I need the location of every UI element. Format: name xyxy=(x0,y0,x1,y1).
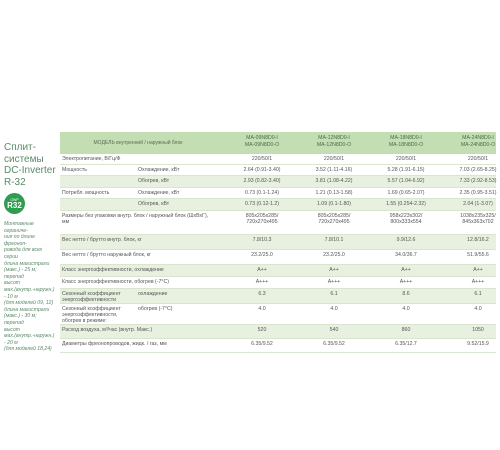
value-cell: A+++ xyxy=(471,279,485,285)
series-title-line-2: DC-Inverter xyxy=(4,165,56,176)
value-cell: 1.69 (0.65-2.07) xyxy=(387,190,425,196)
value-cell: 1038x235x325/ 845x363x702 xyxy=(460,213,496,225)
value-cell: 6.1 xyxy=(330,291,338,297)
note-line: длина магистрали xyxy=(4,306,50,313)
model-name: MA-24N8D0-I xyxy=(462,135,494,141)
value-cell: 0.73 (0.12-1.2) xyxy=(244,201,280,207)
row-sublabel: обогрев (-7°C) xyxy=(138,306,173,312)
badge-main-text: R32 xyxy=(7,200,22,210)
value-cell: 5.57 (1.04-6.92) xyxy=(387,178,425,184)
table-row xyxy=(60,265,496,277)
value-cell: 958x223x302/ 800x333x554 xyxy=(389,213,423,225)
model-header xyxy=(448,135,500,149)
model-name: MA-18N8D0-O xyxy=(388,142,424,148)
value-cell: 4.0 xyxy=(258,306,266,312)
model-name: MA-12N8D0-O xyxy=(316,142,352,148)
row-sublabel: Охлаждение, кВт xyxy=(138,190,180,196)
row-label: Расход воздуха, м³/час (внутр. Макс.) xyxy=(62,327,153,333)
table-row xyxy=(60,211,496,235)
value-cell: 805x205x285/ 720x270x495 xyxy=(317,213,351,225)
value-cell: 860 xyxy=(401,327,411,333)
table-row xyxy=(60,325,496,339)
table-row xyxy=(60,277,496,289)
value-cell: 3.81 (1.08-4.22) xyxy=(315,178,353,184)
note-line: ровода для всех серии xyxy=(4,247,43,260)
value-cell: 1.55 (0.254-2.32) xyxy=(386,201,426,207)
value-cell: 2.93 (0.82-3.40) xyxy=(243,178,281,184)
value-cell: 2.35 (0.95-3.51) xyxy=(459,190,497,196)
row-label: Вес нетто / брутто внутр. блок, кг xyxy=(62,237,142,243)
value-cell: 23.2/25.0 xyxy=(251,252,273,258)
value-cell: 1050 xyxy=(472,327,484,333)
note-line: высот xyxy=(4,326,21,333)
model-header xyxy=(304,135,364,149)
note-line: мах.(внутр.-наружн.) - 20 м xyxy=(4,333,55,346)
value-cell: 12.8/16.2 xyxy=(467,237,489,243)
value-cell: A+++ xyxy=(399,279,413,285)
model-name: MA-12N8D0-I xyxy=(318,135,350,141)
value-cell: 6.35/9.52 xyxy=(323,341,345,347)
value-cell: A++ xyxy=(257,267,267,273)
table-row xyxy=(60,339,496,353)
note-line: (макс.) - 25 м; перепад xyxy=(4,267,37,280)
value-cell: 5.28 (1.91-6.15) xyxy=(387,167,425,173)
table-row xyxy=(60,235,496,250)
value-cell: 3.52 (1.11-4.16) xyxy=(315,167,353,173)
table-row xyxy=(60,304,496,325)
value-cell: 2.04 (1-3.07) xyxy=(463,201,493,207)
note-line: ния по длине фреоноп- xyxy=(4,234,35,247)
value-cell: 8.6 xyxy=(402,291,410,297)
value-cell: 6.35/12.7 xyxy=(395,341,417,347)
value-cell: 220/50/1 xyxy=(395,156,417,162)
row-label: Потребл. мощность xyxy=(62,190,110,196)
value-cell: 220/50/1 xyxy=(467,156,489,162)
table-row xyxy=(60,250,496,265)
row-label: Класс энергоэффективности, обогрев (-7°C) xyxy=(62,279,169,285)
table-row xyxy=(60,165,496,176)
row-label: Класс энергоэффективности, охлаждение xyxy=(62,267,164,273)
value-cell: 7.03 (2.65-8.25) xyxy=(459,167,497,173)
model-name: MA-09N8D0-I xyxy=(246,135,278,141)
sidebar xyxy=(4,142,56,353)
model-name: MA-24N8D0-O xyxy=(460,142,496,148)
note-line: (для моделей 09, 12) xyxy=(4,300,54,307)
note-line: (макс.) - 30 м; перепад xyxy=(4,313,37,326)
model-label: МОДЕЛЬ внутренний / наружный блок xyxy=(93,140,183,146)
value-cell: 6.3 xyxy=(258,291,266,297)
value-cell: 2.64 (0.91-3.40) xyxy=(243,167,281,173)
row-sublabel: Обогрев, кВт xyxy=(138,201,170,207)
note-line: (для моделей 18,24) xyxy=(4,346,52,353)
value-cell: 9.9/12.6 xyxy=(396,237,416,243)
value-cell: A+++ xyxy=(255,279,269,285)
note-line: Монтажные ограниче- xyxy=(4,221,34,234)
value-cell: 23.2/25.0 xyxy=(323,252,345,258)
value-cell: 6.1 xyxy=(474,291,482,297)
value-cell: 805x205x285/ 720x270x495 xyxy=(245,213,279,225)
model-header xyxy=(376,135,436,149)
note-line: мах.(внутр.-наружн.) - 10 м xyxy=(4,286,55,300)
value-cell: A++ xyxy=(401,267,411,273)
value-cell: 0.73 (0.1-1.24) xyxy=(244,190,280,196)
value-cell: 220/50/1 xyxy=(323,156,345,162)
value-cell: A+++ xyxy=(327,279,341,285)
row-sublabel: охлаждение xyxy=(138,291,168,297)
value-cell: 4.0 xyxy=(474,306,482,312)
installation-note xyxy=(4,221,56,353)
row-label: Вес нетто / брутто наружный блок, кг xyxy=(62,252,151,258)
series-title-line-3: R-32 xyxy=(4,176,26,188)
value-cell: 1.09 (0.1-1.80) xyxy=(316,201,352,207)
value-cell: 34.0/36.7 xyxy=(395,252,417,258)
value-cell: 220/50/1 xyxy=(251,156,273,162)
value-cell: 4.0 xyxy=(402,306,410,312)
row-label: Мощность xyxy=(62,167,87,173)
note-line: высот xyxy=(4,280,21,287)
row-label: Размеры без упаковки внутр. блок / наружный блок (ШхВхГ), мм xyxy=(62,213,209,225)
row-label: Электропитание, В/Гц/Ф xyxy=(62,156,121,162)
table-row xyxy=(60,176,496,188)
value-cell: 7.8/10.3 xyxy=(252,237,272,243)
row-label: Сезонный коэффициент энергоэффективности xyxy=(62,291,121,303)
row-label: Сезонный коэффициент энергоэффективности, обогрев в режиме: xyxy=(62,306,121,324)
table-header xyxy=(60,132,496,154)
table-row xyxy=(60,199,496,211)
table-row xyxy=(60,188,496,199)
table-row xyxy=(60,154,496,165)
value-cell: 540 xyxy=(329,327,339,333)
table-body xyxy=(60,154,496,353)
value-cell: 51.9/55.6 xyxy=(467,252,489,258)
table-row xyxy=(60,289,496,304)
value-cell: 520 xyxy=(257,327,267,333)
value-cell: A++ xyxy=(329,267,339,273)
model-header xyxy=(232,135,292,149)
value-cell: 4.0 xyxy=(330,306,338,312)
value-cell: 9.52/15.9 xyxy=(467,341,489,347)
value-cell: A++ xyxy=(473,267,483,273)
series-title-line-1: Сплит-системы xyxy=(4,142,44,165)
row-label: Диаметры фреонопроводов, жидк. / газ, мм xyxy=(62,341,167,347)
badge-top-text: GWP xyxy=(10,197,19,202)
model-name: MA-18N8D0-I xyxy=(390,135,422,141)
row-sublabel: Обогрев, кВт xyxy=(138,178,170,184)
r32-badge-icon xyxy=(4,193,25,214)
series-title xyxy=(4,142,56,188)
value-cell: 7.8/10.1 xyxy=(324,237,344,243)
model-name: MA-09N8D0-O xyxy=(244,142,280,148)
note-line: длина магистрали xyxy=(4,260,50,267)
value-cell: 6.35/9.52 xyxy=(251,341,273,347)
value-cell: 7.33 (2.92-8.53) xyxy=(459,178,497,184)
spec-table xyxy=(60,132,496,353)
row-sublabel: Охлаждение, кВт xyxy=(138,167,180,173)
value-cell: 1.21 (0.13-1.58) xyxy=(315,190,353,196)
